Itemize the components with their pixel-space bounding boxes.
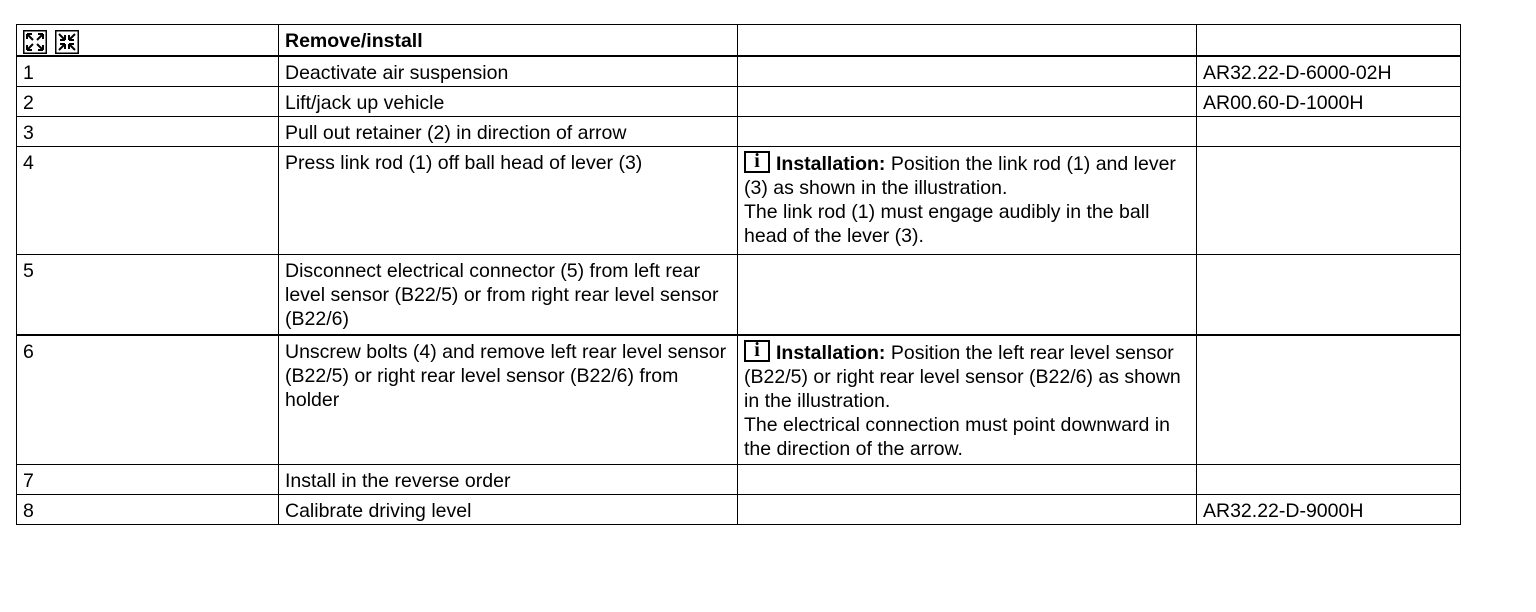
table-row xyxy=(17,335,1461,465)
table-row xyxy=(17,56,1461,87)
step-action: Pull out retainer (2) in direction of arrow xyxy=(279,117,738,147)
step-number: 8 xyxy=(17,495,279,525)
collapse-arrows-icon[interactable] xyxy=(55,30,79,54)
step-reference xyxy=(1197,147,1461,255)
step-number: 4 xyxy=(17,147,279,255)
note-text: The electrical connection must point downward in the direction of the arrow. xyxy=(744,414,1170,460)
step-action: Install in the reverse order xyxy=(279,465,738,495)
step-action: Press link rod (1) off ball head of lever (3) xyxy=(279,147,738,255)
step-action: Calibrate driving level xyxy=(279,495,738,525)
table-row xyxy=(17,87,1461,117)
header-empty-cell xyxy=(1197,25,1461,57)
table-title: Remove/install xyxy=(279,25,738,57)
step-action: Lift/jack up vehicle xyxy=(279,87,738,117)
step-number: 7 xyxy=(17,465,279,495)
step-note xyxy=(738,117,1197,147)
table-row xyxy=(17,495,1461,525)
procedure-table xyxy=(16,24,1461,525)
step-number: 5 xyxy=(17,255,279,336)
header-empty-cell xyxy=(738,25,1197,57)
step-action: Disconnect electrical connector (5) from left rear level sensor (B22/5) or from right rear level sensor (B22/6) xyxy=(279,255,738,336)
table-row xyxy=(17,117,1461,147)
step-note xyxy=(738,255,1197,336)
note-text: The link rod (1) must engage audibly in the ball head of the lever (3). xyxy=(744,201,1150,247)
step-reference-link[interactable]: AR32.22-D-9000H xyxy=(1197,495,1461,525)
step-note xyxy=(738,87,1197,117)
step-reference-link[interactable]: AR32.22-D-6000-02H xyxy=(1197,56,1461,87)
step-number: 1 xyxy=(17,56,279,87)
table-header-row xyxy=(17,25,1461,57)
step-action: Unscrew bolts (4) and remove left rear level sensor (B22/5) or right rear level sensor (B22/6) from holder xyxy=(279,335,738,465)
step-reference-link[interactable]: AR00.60-D-1000H xyxy=(1197,87,1461,117)
expand-arrows-icon[interactable] xyxy=(23,30,47,54)
step-number: 2 xyxy=(17,87,279,117)
step-note xyxy=(738,495,1197,525)
step-reference xyxy=(1197,465,1461,495)
info-icon: i xyxy=(744,151,770,173)
header-icons-cell xyxy=(17,25,279,57)
step-number: 3 xyxy=(17,117,279,147)
note-text: Position the link rod (1) and lever (3) as shown in the illustration. xyxy=(744,153,1176,199)
step-note xyxy=(738,56,1197,87)
step-note xyxy=(738,147,1197,255)
table-row xyxy=(17,255,1461,336)
info-icon: i xyxy=(744,340,770,362)
installation-label: Installation: xyxy=(776,342,886,364)
step-number: 6 xyxy=(17,335,279,465)
step-reference xyxy=(1197,255,1461,336)
installation-label: Installation: xyxy=(776,153,886,175)
step-reference xyxy=(1197,335,1461,465)
table-row xyxy=(17,147,1461,255)
step-note xyxy=(738,465,1197,495)
note-text: Position the left rear level sensor (B22/5) or right rear level sensor (B22/6) as shown in the illustration. xyxy=(744,342,1181,412)
step-note xyxy=(738,335,1197,465)
step-action: Deactivate air suspension xyxy=(279,56,738,87)
table-row xyxy=(17,465,1461,495)
step-reference xyxy=(1197,117,1461,147)
